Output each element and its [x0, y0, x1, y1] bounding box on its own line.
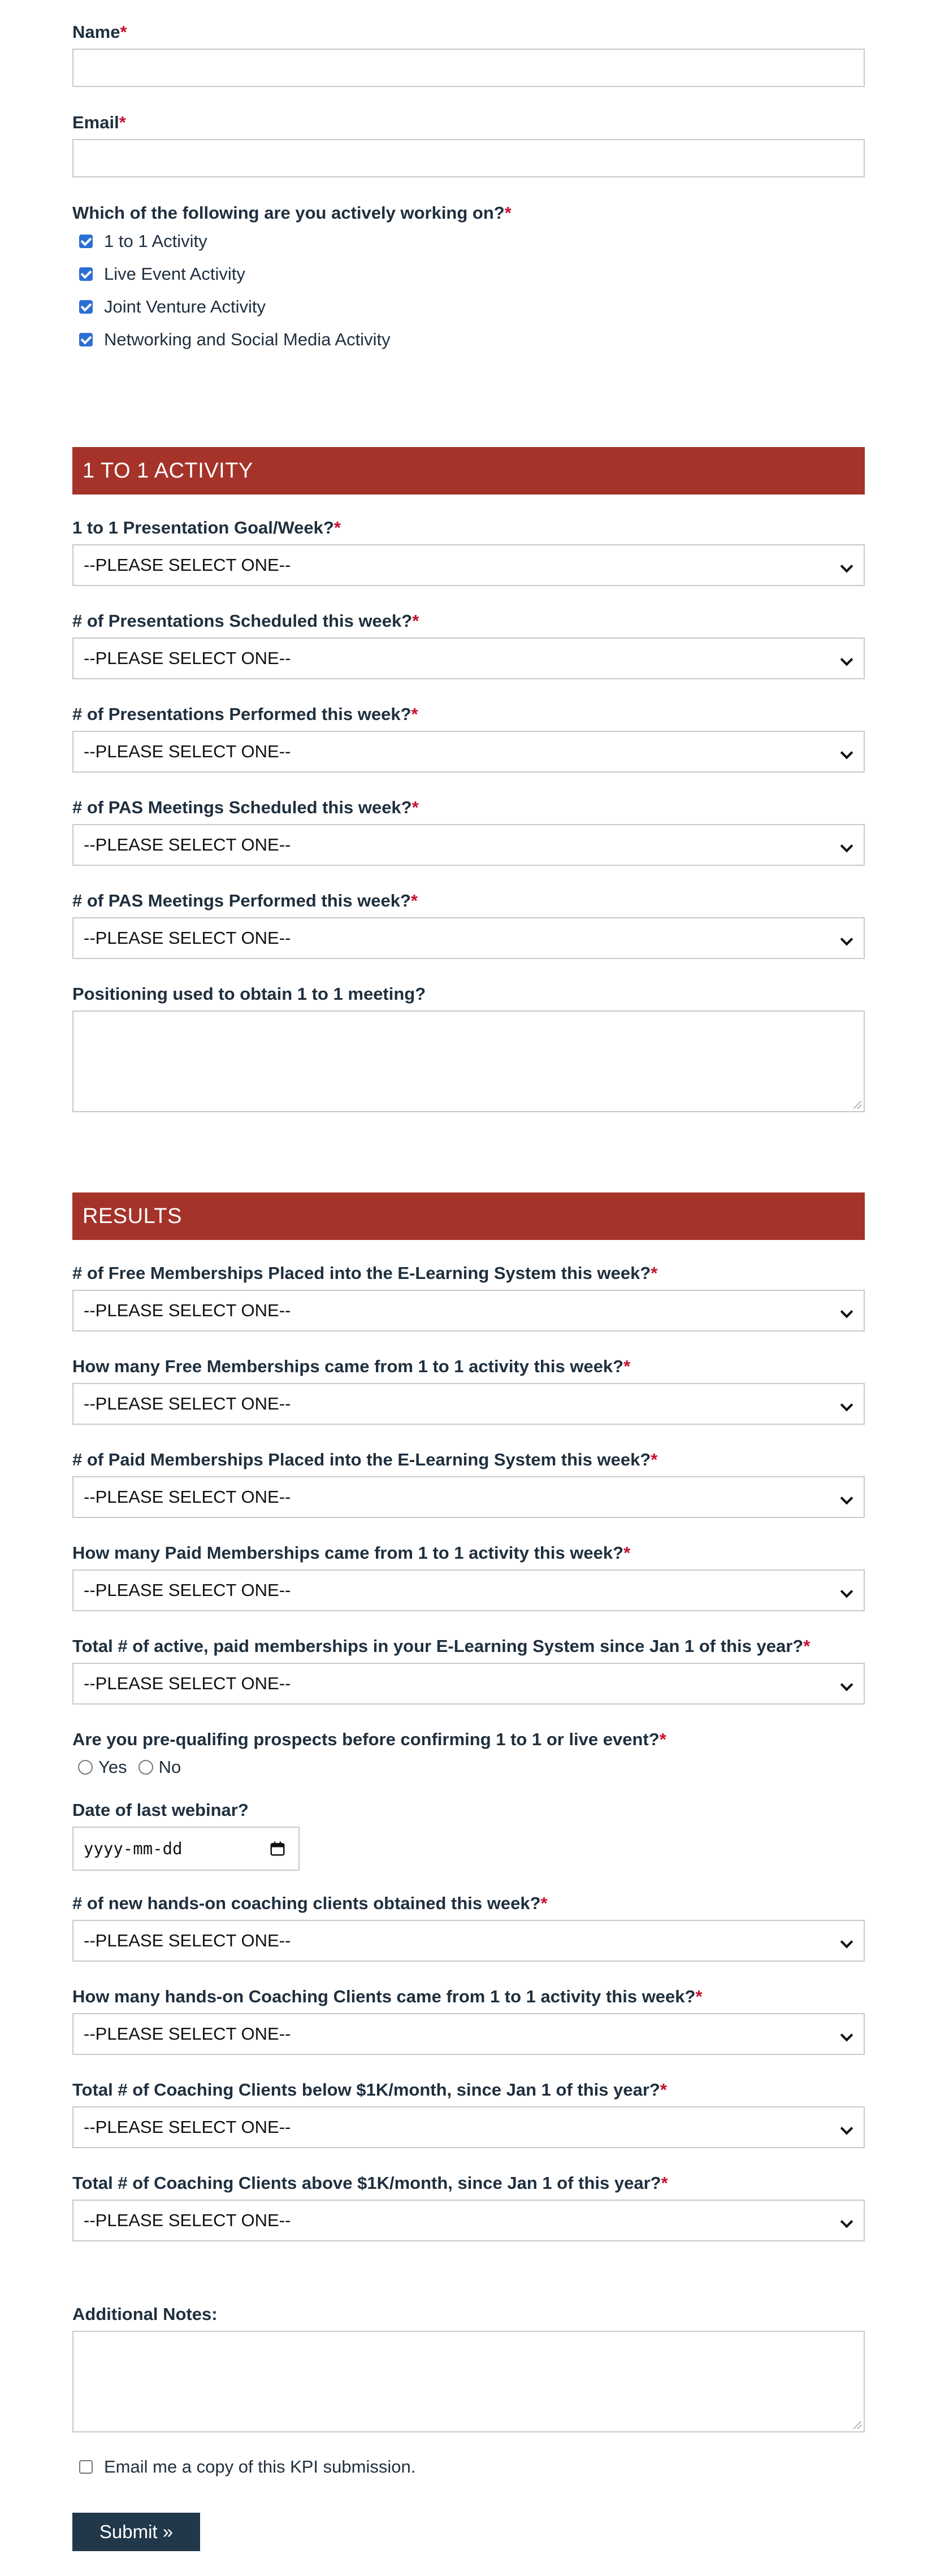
radio-no[interactable]: [138, 1760, 153, 1775]
paid-memberships-from-1to1-group: [72, 1542, 865, 1611]
total-paid-memberships-label: Total # of active, paid memberships in your E-Learning System since Jan 1 of this year?*: [72, 1636, 811, 1656]
chevron-down-icon: [840, 560, 853, 573]
free-memberships-placed-select[interactable]: --PLEASE SELECT ONE--: [72, 1290, 865, 1332]
paid-memberships-placed-select[interactable]: --PLEASE SELECT ONE--: [72, 1476, 865, 1518]
chevron-down-icon: [840, 2029, 853, 2042]
chevron-down-icon: [840, 2122, 853, 2135]
coaching-clients-below-1k-label: Total # of Coaching Clients below $1K/month, since Jan 1 of this year?*: [72, 2080, 667, 2100]
pas-performed-label: # of PAS Meetings Performed this week?*: [72, 891, 418, 910]
name-field-group: [72, 21, 865, 87]
chevron-down-icon: [840, 747, 853, 760]
free-memberships-placed-label: # of Free Memberships Placed into the E-Learning System this week?*: [72, 1263, 658, 1283]
free-memberships-from-1to1-select[interactable]: --PLEASE SELECT ONE--: [72, 1383, 865, 1425]
radio-yes-label: Yes: [98, 1757, 127, 1777]
presentations-performed-group: [72, 704, 865, 773]
additional-notes-group: [72, 2304, 865, 2432]
checkbox-unchecked-icon[interactable]: [79, 2460, 93, 2474]
prequalify-group: [72, 1729, 865, 1777]
presentations-scheduled-group: [72, 610, 865, 679]
paid-memberships-placed-label: # of Paid Memberships Placed into the E-Learning System this week?*: [72, 1450, 658, 1469]
free-memberships-from-1to1-label: How many Free Memberships came from 1 to 1 activity this week?*: [72, 1356, 631, 1376]
email-copy-option[interactable]: Email me a copy of this KPI submission.: [79, 2456, 415, 2478]
checkbox-checked-icon[interactable]: [79, 333, 93, 346]
chevron-down-icon: [840, 933, 853, 946]
pas-scheduled-select[interactable]: --PLEASE SELECT ONE--: [72, 824, 865, 866]
chevron-down-icon: [840, 1492, 853, 1505]
coaching-clients-from-1to1-label: How many hands-on Coaching Clients came from 1 to 1 activity this week?*: [72, 1987, 703, 2006]
coaching-clients-above-1k-group: [72, 2172, 865, 2241]
presentations-performed-label: # of Presentations Performed this week?*: [72, 704, 418, 724]
free-memberships-from-1to1-group: [72, 1356, 865, 1425]
section-banner-results: RESULTS: [72, 1192, 865, 1240]
submit-button[interactable]: Submit »: [72, 2513, 200, 2551]
total-paid-memberships-select[interactable]: --PLEASE SELECT ONE--: [72, 1663, 865, 1705]
pas-scheduled-group: [72, 797, 865, 866]
coaching-clients-above-1k-label: Total # of Coaching Clients above $1K/month, since Jan 1 of this year?*: [72, 2173, 668, 2193]
chevron-down-icon: [840, 1399, 853, 1412]
positioning-group: [72, 983, 865, 1112]
checkbox-checked-icon[interactable]: [79, 267, 93, 281]
pas-performed-select[interactable]: --PLEASE SELECT ONE--: [72, 917, 865, 959]
coaching-clients-from-1to1-select[interactable]: --PLEASE SELECT ONE--: [72, 2013, 865, 2055]
radio-yes[interactable]: [78, 1760, 93, 1775]
paid-memberships-placed-group: [72, 1449, 865, 1518]
email-field-group: [72, 112, 865, 177]
chevron-down-icon: [840, 840, 853, 853]
presentations-scheduled-select[interactable]: --PLEASE SELECT ONE--: [72, 638, 865, 679]
chevron-down-icon: [840, 1585, 853, 1598]
paid-memberships-from-1to1-select[interactable]: --PLEASE SELECT ONE--: [72, 1569, 865, 1611]
name-label: Name*: [72, 22, 127, 42]
coaching-clients-below-1k-select[interactable]: --PLEASE SELECT ONE--: [72, 2106, 865, 2148]
positioning-label: Positioning used to obtain 1 to 1 meeting?: [72, 984, 426, 1004]
working-on-group: [72, 202, 865, 350]
free-memberships-placed-group: [72, 1263, 865, 1332]
name-input[interactable]: [72, 49, 865, 87]
new-coaching-clients-select[interactable]: --PLEASE SELECT ONE--: [72, 1920, 865, 1962]
working-on-label: Which of the following are you actively working on?*: [72, 203, 512, 223]
email-input[interactable]: [72, 139, 865, 177]
coaching-clients-above-1k-select[interactable]: --PLEASE SELECT ONE--: [72, 2200, 865, 2241]
presentation-goal-select[interactable]: --PLEASE SELECT ONE--: [72, 544, 865, 586]
total-paid-memberships-group: [72, 1636, 865, 1705]
option-networking-social-media-activity[interactable]: Networking and Social Media Activity: [79, 329, 865, 350]
section-banner-1-to-1: 1 TO 1 ACTIVITY: [72, 447, 865, 495]
email-label: Email*: [72, 112, 126, 132]
coaching-clients-from-1to1-group: [72, 1986, 865, 2055]
webinar-date-label: Date of last webinar?: [72, 1800, 249, 1820]
webinar-date-input[interactable]: yyyy-mm-dd: [72, 1827, 300, 1871]
webinar-date-group: [72, 1799, 865, 1871]
prequalify-label: Are you pre-qualifing prospects before confirming 1 to 1 or live event?*: [72, 1729, 666, 1749]
presentation-goal-group: [72, 517, 865, 586]
chevron-down-icon: [840, 2215, 853, 2228]
positioning-textarea[interactable]: [72, 1011, 865, 1112]
additional-notes-textarea[interactable]: [72, 2331, 865, 2432]
chevron-down-icon: [840, 1306, 853, 1319]
chevron-down-icon: [840, 1936, 853, 1949]
resize-handle-icon[interactable]: [853, 1101, 861, 1109]
resize-handle-icon[interactable]: [853, 2421, 861, 2429]
pas-performed-group: [72, 890, 865, 959]
checkbox-checked-icon[interactable]: [79, 235, 93, 248]
chevron-down-icon: [840, 653, 853, 666]
option-live-event-activity[interactable]: Live Event Activity: [79, 263, 865, 285]
chevron-down-icon: [840, 1679, 853, 1692]
prequalify-options: [78, 1757, 865, 1777]
new-coaching-clients-group: [72, 1893, 865, 1962]
option-joint-venture-activity[interactable]: Joint Venture Activity: [79, 296, 865, 318]
working-on-options: [72, 231, 865, 350]
paid-memberships-from-1to1-label: How many Paid Memberships came from 1 to 1 activity this week?*: [72, 1543, 631, 1563]
radio-no-label: No: [158, 1757, 181, 1777]
presentations-scheduled-label: # of Presentations Scheduled this week?*: [72, 611, 419, 631]
additional-notes-label: Additional Notes:: [72, 2304, 218, 2324]
calendar-icon[interactable]: [269, 1840, 286, 1857]
new-coaching-clients-label: # of new hands-on coaching clients obtained this week?*: [72, 1893, 548, 1913]
pas-scheduled-label: # of PAS Meetings Scheduled this week?*: [72, 797, 419, 817]
option-1-to-1-activity[interactable]: 1 to 1 Activity: [79, 231, 865, 252]
presentation-goal-label: 1 to 1 Presentation Goal/Week?*: [72, 518, 341, 537]
coaching-clients-below-1k-group: [72, 2079, 865, 2148]
checkbox-checked-icon[interactable]: [79, 300, 93, 314]
presentations-performed-select[interactable]: --PLEASE SELECT ONE--: [72, 731, 865, 773]
